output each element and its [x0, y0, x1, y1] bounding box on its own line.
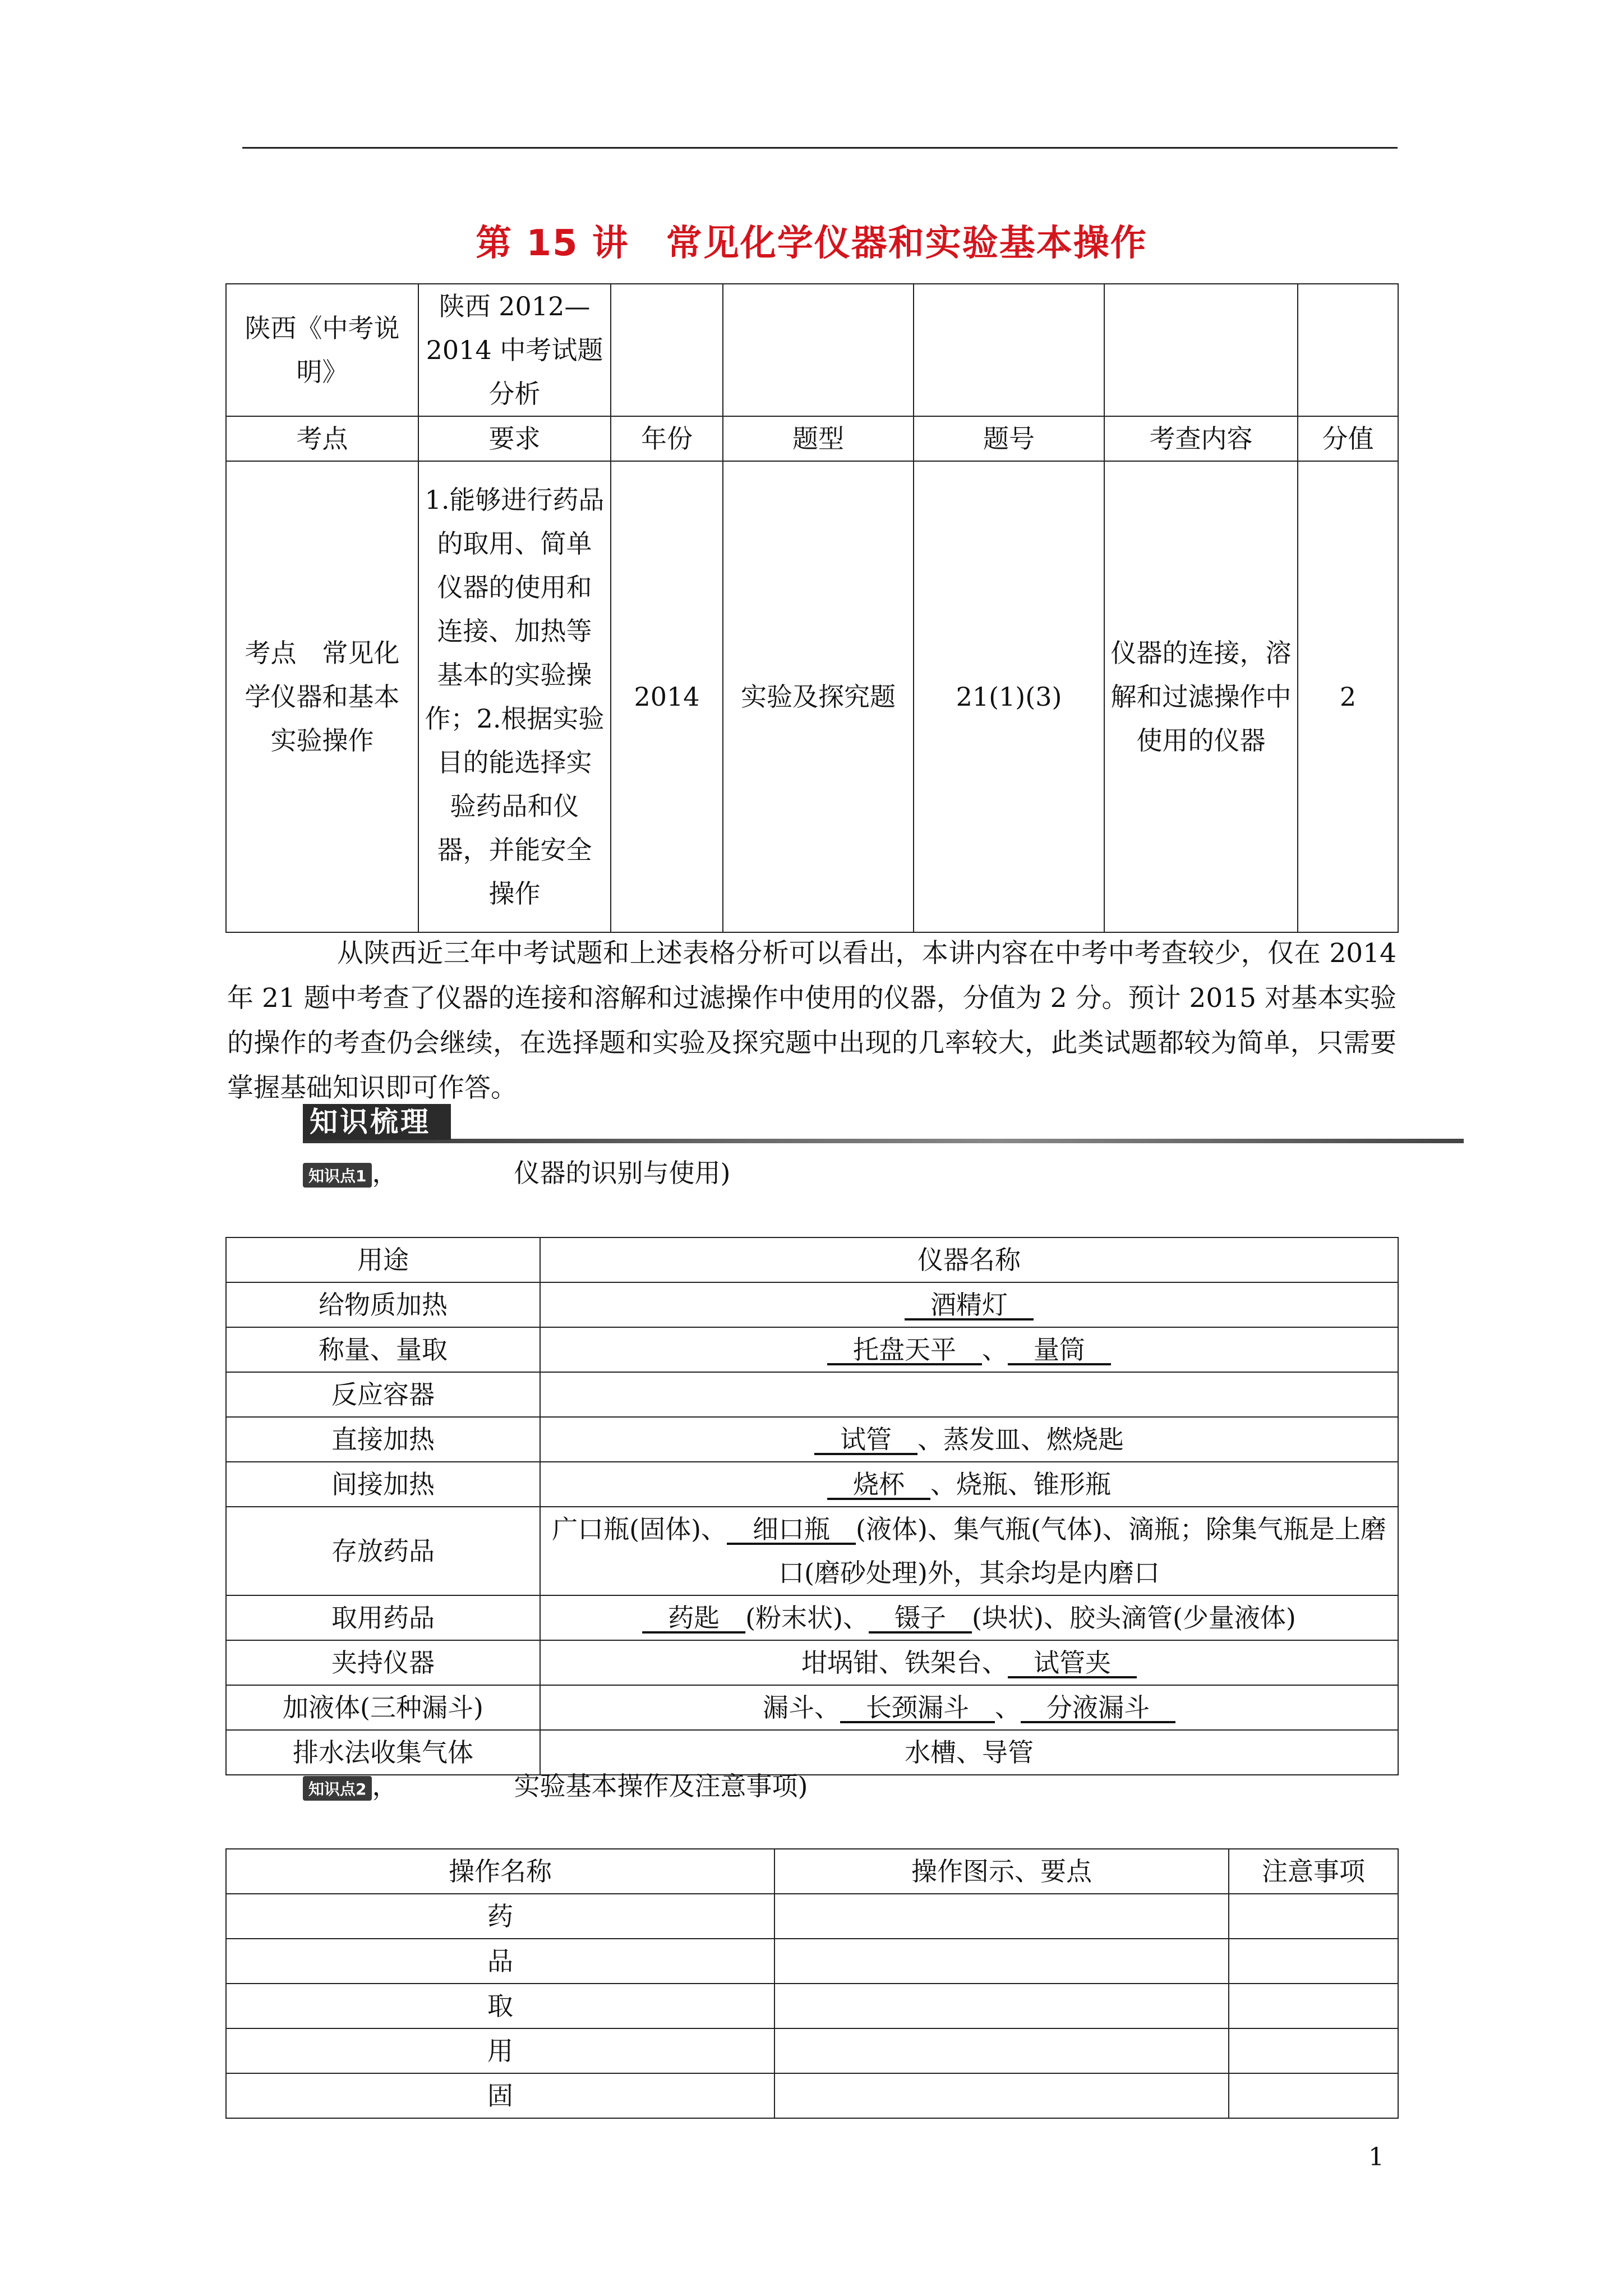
- table-cell: 考点 常见化学仪器和基本实验操作: [226, 461, 418, 932]
- table-cell: 1.能够进行药品的取用、简单仪器的使用和连接、加热等基本的实验操作；2.根据实验目的能选择实验药品和仪器，并能安全操作: [418, 461, 611, 932]
- table-cell: 实验及探究题: [723, 461, 914, 932]
- header-cell: 陕西《中考说明》: [226, 284, 418, 416]
- table-cell: 2014: [611, 461, 723, 932]
- table-row: 排水法收集气体 水槽、导管: [226, 1730, 1398, 1775]
- instrument-table: [225, 1237, 1399, 1775]
- header-cell: 要求: [418, 416, 611, 461]
- header-cell: 陕西 2012—2014 中考试题分析: [418, 284, 611, 416]
- header-cell: 考点: [226, 416, 418, 461]
- section-banner: [303, 1104, 1464, 1143]
- knowledge-point-1: 知识点1 ， 仪器的识别与使用): [303, 1153, 730, 1190]
- table-cell: 仪器的连接，溶解和过滤操作中使用的仪器: [1104, 461, 1298, 932]
- answer-blank: __药匙__: [642, 1603, 746, 1633]
- table-row: 间接加热 __烧杯__、烧瓶、锥形瓶: [226, 1462, 1398, 1507]
- answer-blank: __量筒__: [1008, 1335, 1111, 1365]
- header-cell: 仪器名称: [540, 1237, 1398, 1282]
- header-cell: 题型: [723, 416, 914, 461]
- page-number: 1: [1368, 2143, 1384, 2171]
- table-row: 取用药品 __药匙__(粉末状)、__镊子__(块状)、胶头滴管(少量液体): [226, 1595, 1398, 1640]
- analysis-paragraph: 从陕西近三年中考试题和上述表格分析可以看出，本讲内容在中考中考查较少，仅在 2014 年 21 题中考查了仪器的连接和溶解和过滤操作中使用的仪器，分值为 2 分。预计 2015 对基本实验的操作的考查仍会继续，在选择题和实验及探究题中出现的几率较大，此类试题都较为简单，只需要掌握基础知识即可作答。: [227, 938, 1396, 1103]
- answer-blank: __细口瓶__: [727, 1514, 856, 1544]
- header-rule: [242, 147, 1398, 149]
- table-cell: 21(1)(3): [914, 461, 1104, 932]
- table-row: 直接加热 __试管__、蒸发皿、燃烧匙: [226, 1417, 1398, 1462]
- table-row: 固: [226, 2073, 1398, 2118]
- table-row: 用: [226, 2028, 1398, 2073]
- table-row: 称量、量取 __托盘天平__、__量筒__: [226, 1327, 1398, 1372]
- answer-blank: __分液漏斗__: [1021, 1692, 1175, 1723]
- answer-blank: __试管夹__: [1008, 1648, 1137, 1678]
- header-cell: 操作名称: [226, 1849, 774, 1894]
- answer-blank: __试管__: [814, 1424, 917, 1455]
- header-cell: 年份: [611, 416, 723, 461]
- table-row: 取: [226, 1984, 1398, 2028]
- header-cell: 用途: [226, 1237, 540, 1282]
- answer-blank: __镊子__: [869, 1603, 972, 1633]
- exam-analysis-table: [225, 283, 1399, 933]
- header-cell: 操作图示、要点: [774, 1849, 1229, 1894]
- header-cell: 考查内容: [1104, 416, 1298, 461]
- answer-blank: __酒精灯__: [905, 1290, 1034, 1320]
- table-row: 加液体(三种漏斗) 漏斗、__长颈漏斗__、__分液漏斗__: [226, 1685, 1398, 1730]
- answer-blank: __烧杯__: [827, 1469, 930, 1499]
- knowledge-point-tag: 知识点1: [303, 1163, 372, 1188]
- operations-table: [225, 1848, 1399, 2119]
- table-row: 给物质加热 __酒精灯__: [226, 1282, 1398, 1327]
- banner-rule: [303, 1139, 1464, 1143]
- section-banner-label: 知识梳理: [303, 1104, 451, 1140]
- header-cell: 注意事项: [1229, 1849, 1398, 1894]
- table-cell: 2: [1298, 461, 1398, 932]
- page-title: 第 15 讲 常见化学仪器和实验基本操作: [476, 223, 1147, 264]
- answer-blank: __长颈漏斗__: [840, 1692, 995, 1723]
- knowledge-point-tag: 知识点2: [303, 1776, 372, 1801]
- table-row: 存放药品 广口瓶(固体)、__细口瓶__(液体)、集气瓶(气体)、滴瓶；除集气瓶是上磨口(磨砂处理)外，其余均是内磨口: [226, 1507, 1398, 1595]
- table-row: 品: [226, 1939, 1398, 1984]
- knowledge-point-2: 知识点2 ， 实验基本操作及注意事项): [303, 1766, 808, 1803]
- answer-blank: __托盘天平__: [827, 1335, 982, 1365]
- header-cell: 题号: [914, 416, 1104, 461]
- header-cell: 分值: [1298, 416, 1398, 461]
- table-row: 药: [226, 1894, 1398, 1939]
- table-row: 夹持仪器 坩埚钳、铁架台、__试管夹__: [226, 1640, 1398, 1685]
- table-row: 反应容器: [226, 1372, 1398, 1417]
